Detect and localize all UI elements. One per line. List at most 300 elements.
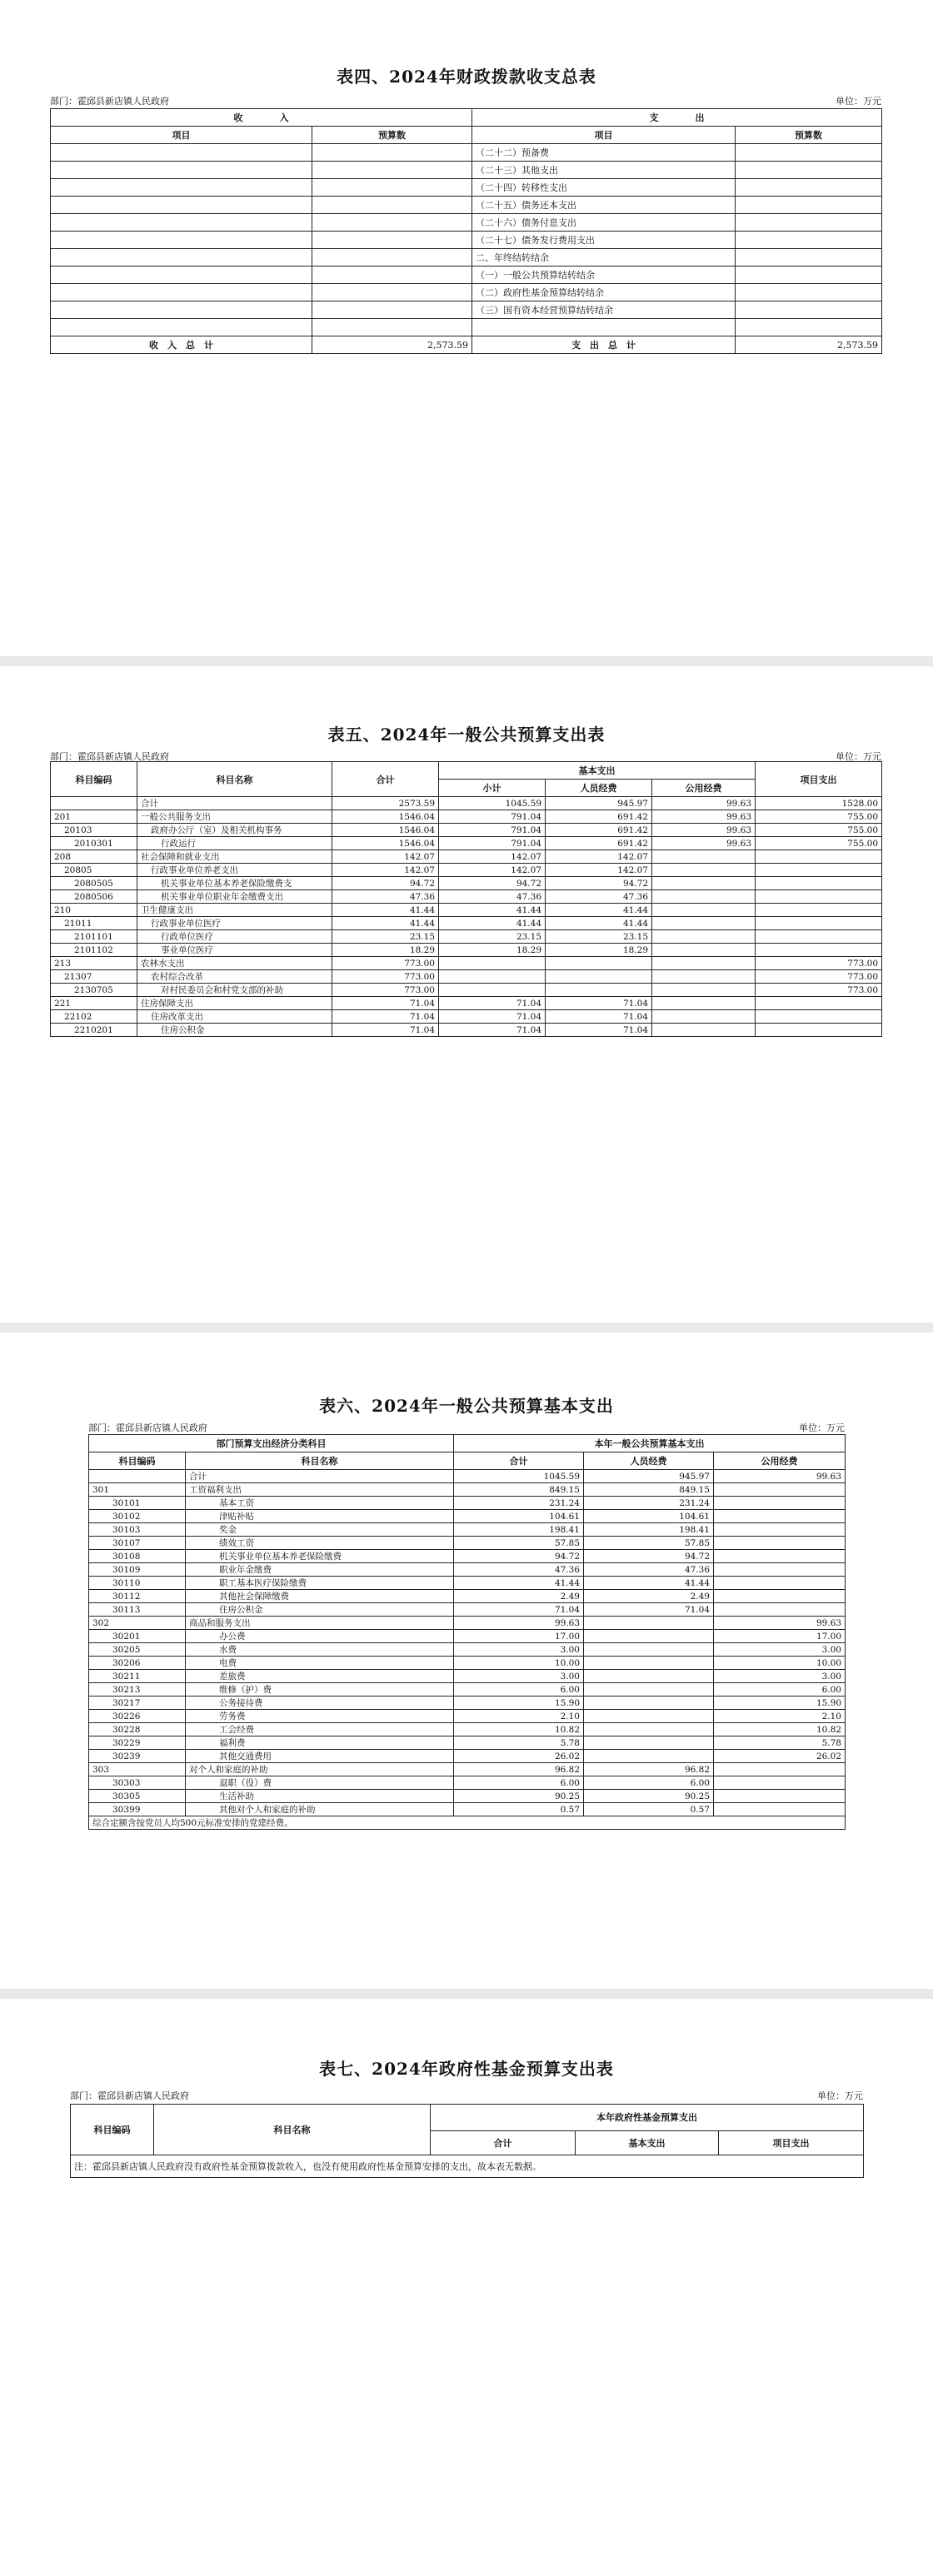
table4-expense-budget [736, 284, 882, 301]
cell-name: 福利费 [186, 1736, 454, 1750]
table4-expense-item: （一）一般公共预算结转结余 [472, 267, 736, 284]
table4-income-item [51, 214, 312, 232]
cell-subtotal: 71.04 [439, 1010, 546, 1024]
table5-header-code: 科目编码 [51, 762, 137, 797]
cell-code: 30108 [89, 1550, 186, 1563]
cell-total: 10.00 [454, 1657, 584, 1670]
cell-code: 20103 [51, 824, 137, 837]
cell-staff [584, 1657, 714, 1670]
table-row [51, 850, 882, 864]
cell-code: 30213 [89, 1683, 186, 1697]
cell-project [756, 917, 882, 930]
table6-header-group-right: 本年一般公共预算基本支出 [454, 1435, 846, 1452]
cell-staff: 71.04 [584, 1603, 714, 1617]
table4-row [51, 284, 882, 301]
cell-total: 47.36 [454, 1563, 584, 1577]
table5-title: 表五、2024年一般公共预算支出表 [327, 725, 606, 745]
cell-name: 办公费 [186, 1630, 454, 1643]
table-row [89, 1657, 846, 1670]
cell-staff: 71.04 [546, 1024, 652, 1037]
cell-code: 30211 [89, 1670, 186, 1683]
table4-expense-item: （二十二）预备费 [472, 144, 736, 162]
table5 [50, 761, 882, 1037]
cell-subtotal: 142.07 [439, 850, 546, 864]
cell-staff: 18.29 [546, 944, 652, 957]
cell-public [652, 1010, 756, 1024]
table4-income-budget [312, 197, 472, 214]
cell-public [714, 1590, 846, 1603]
cell-name: 差旅费 [186, 1670, 454, 1683]
table-row [51, 1010, 882, 1024]
table-row [51, 904, 882, 917]
cell-code: 210 [51, 904, 137, 917]
cell-public: 99.63 [652, 810, 756, 824]
cell-public [652, 957, 756, 970]
cell-public: 99.63 [652, 824, 756, 837]
cell-code: 2101102 [51, 944, 137, 957]
cell-staff: 23.15 [546, 930, 652, 944]
table-row [89, 1590, 846, 1603]
table5-header-basic: 基本支出 [439, 762, 756, 780]
cell-subtotal: 71.04 [439, 1024, 546, 1037]
cell-code: 30229 [89, 1736, 186, 1750]
cell-code: 30239 [89, 1750, 186, 1763]
cell-name: 奖金 [186, 1523, 454, 1537]
cell-staff: 104.61 [584, 1510, 714, 1523]
table-row [51, 957, 882, 970]
cell-total: 41.44 [332, 917, 439, 930]
cell-total: 41.44 [332, 904, 439, 917]
cell-staff [584, 1750, 714, 1763]
table4-expense-budget [736, 162, 882, 179]
cell-staff [584, 1736, 714, 1750]
cell-total: 1546.04 [332, 837, 439, 850]
cell-public [652, 970, 756, 984]
cell-code: 30110 [89, 1577, 186, 1590]
cell-subtotal: 791.04 [439, 837, 546, 850]
cell-public [652, 917, 756, 930]
cell-project [756, 997, 882, 1010]
table4-income-item [51, 232, 312, 249]
cell-public [714, 1550, 846, 1563]
table4 [50, 108, 882, 354]
table-row [51, 810, 882, 824]
table-row [89, 1697, 846, 1710]
cell-public [714, 1510, 846, 1523]
table-row [89, 1537, 846, 1550]
cell-total: 26.02 [454, 1750, 584, 1763]
cell-public: 6.00 [714, 1683, 846, 1697]
cell-subtotal [439, 970, 546, 984]
cell-public [714, 1603, 846, 1617]
cell-public [652, 930, 756, 944]
cell-name: 电费 [186, 1657, 454, 1670]
table-row [89, 1776, 846, 1790]
table-row [51, 917, 882, 930]
cell-total: 0.57 [454, 1803, 584, 1816]
table4-expense-budget [736, 301, 882, 319]
cell-staff: 41.44 [584, 1577, 714, 1590]
table-row [89, 1670, 846, 1683]
cell-code: 301 [89, 1483, 186, 1497]
cell-total: 2.49 [454, 1590, 584, 1603]
table4-header-item: 项目 [51, 127, 312, 144]
table7-header-code: 科目编码 [71, 2105, 154, 2155]
cell-subtotal: 791.04 [439, 824, 546, 837]
table-row [51, 864, 882, 877]
page-table4 [0, 0, 933, 656]
table-row [89, 1710, 846, 1723]
table4-income-budget [312, 267, 472, 284]
cell-name: 政府办公厅（室）及相关机构事务 [137, 824, 332, 837]
cell-staff [546, 970, 652, 984]
cell-staff: 57.85 [584, 1537, 714, 1550]
cell-staff: 96.82 [584, 1763, 714, 1776]
cell-project: 1528.00 [756, 797, 882, 810]
cell-name: 公务接待费 [186, 1697, 454, 1710]
table-row [89, 1790, 846, 1803]
table7-header-group: 本年政府性基金预算支出 [431, 2105, 864, 2131]
cell-code: 30226 [89, 1710, 186, 1723]
table-row [89, 1750, 846, 1763]
table4-row [51, 144, 882, 162]
table4-income-budget [312, 179, 472, 197]
cell-public: 10.00 [714, 1657, 846, 1670]
cell-staff: 71.04 [546, 997, 652, 1010]
table4-header-item: 项目 [472, 127, 736, 144]
table7-header-name: 科目名称 [154, 2105, 431, 2155]
cell-public [652, 984, 756, 997]
table-row [51, 837, 882, 850]
cell-staff [584, 1697, 714, 1710]
table4-header-budget: 预算数 [736, 127, 882, 144]
cell-staff: 47.36 [546, 890, 652, 904]
cell-staff: 142.07 [546, 864, 652, 877]
table4-row [51, 179, 882, 197]
table-row [89, 1563, 846, 1577]
cell-total: 773.00 [332, 970, 439, 984]
cell-name: 卫生健康支出 [137, 904, 332, 917]
cell-staff [584, 1643, 714, 1657]
cell-code: 30399 [89, 1803, 186, 1816]
cell-name: 一般公共服务支出 [137, 810, 332, 824]
table4-expense-item: （二十六）债务付息支出 [472, 214, 736, 232]
cell-name: 行政事业单位医疗 [137, 917, 332, 930]
cell-staff: 142.07 [546, 850, 652, 864]
cell-code: 30228 [89, 1723, 186, 1736]
page-table5 [0, 666, 933, 1323]
table4-income-budget [312, 214, 472, 232]
cell-staff: 41.44 [546, 904, 652, 917]
cell-public: 99.63 [652, 797, 756, 810]
cell-code: 221 [51, 997, 137, 1010]
cell-code: 213 [51, 957, 137, 970]
table7-dept: 部门：霍邱县新店镇人民政府 [70, 2090, 189, 2101]
cell-public [652, 997, 756, 1010]
table4-total-expense-label: 支 出 总 计 [472, 336, 736, 354]
cell-code: 30305 [89, 1790, 186, 1803]
cell-public [652, 864, 756, 877]
cell-total: 17.00 [454, 1630, 584, 1643]
cell-total: 71.04 [332, 1010, 439, 1024]
cell-subtotal: 41.44 [439, 917, 546, 930]
table4-expense-item: （二十三）其他支出 [472, 162, 736, 179]
cell-total: 71.04 [332, 1024, 439, 1037]
table4-expense-budget [736, 267, 882, 284]
cell-staff: 71.04 [546, 1010, 652, 1024]
table4-expense-item: （二）政府性基金预算结转结余 [472, 284, 736, 301]
cell-subtotal [439, 984, 546, 997]
table4-income-item [51, 267, 312, 284]
table4-income-budget [312, 162, 472, 179]
cell-project [756, 1024, 882, 1037]
cell-subtotal: 791.04 [439, 810, 546, 824]
cell-public [714, 1763, 846, 1776]
cell-public: 3.00 [714, 1643, 846, 1657]
cell-total: 90.25 [454, 1790, 584, 1803]
cell-code: 21011 [51, 917, 137, 930]
cell-code: 303 [89, 1763, 186, 1776]
table4-row [51, 214, 882, 232]
cell-code: 21307 [51, 970, 137, 984]
cell-total: 47.36 [332, 890, 439, 904]
cell-total: 99.63 [454, 1617, 584, 1630]
cell-public: 99.63 [652, 837, 756, 850]
cell-project: 773.00 [756, 984, 882, 997]
table-row [89, 1470, 846, 1483]
table4-income-budget [312, 232, 472, 249]
cell-staff: 6.00 [584, 1776, 714, 1790]
cell-name: 对村民委员会和村党支部的补助 [137, 984, 332, 997]
cell-staff [584, 1710, 714, 1723]
cell-name: 生活补助 [186, 1790, 454, 1803]
cell-name: 合计 [186, 1470, 454, 1483]
cell-total: 3.00 [454, 1643, 584, 1657]
cell-name: 社会保障和就业支出 [137, 850, 332, 864]
table4-income-item [51, 144, 312, 162]
cell-name: 对个人和家庭的补助 [186, 1763, 454, 1776]
cell-total: 1546.04 [332, 810, 439, 824]
cell-subtotal: 18.29 [439, 944, 546, 957]
cell-staff: 94.72 [546, 877, 652, 890]
cell-staff: 2.49 [584, 1590, 714, 1603]
table4-title: 表四、2024年财政拨款收支总表 [337, 67, 596, 87]
cell-project [756, 1010, 882, 1024]
table4-expense-budget [736, 179, 882, 197]
table4-expense-item: （二十五）债务还本支出 [472, 197, 736, 214]
cell-public: 10.82 [714, 1723, 846, 1736]
cell-code: 2080505 [51, 877, 137, 890]
cell-name: 行政运行 [137, 837, 332, 850]
cell-public [714, 1577, 846, 1590]
cell-total: 94.72 [332, 877, 439, 890]
cell-total: 57.85 [454, 1537, 584, 1550]
cell-name: 农村综合改革 [137, 970, 332, 984]
cell-name: 行政事业单位养老支出 [137, 864, 332, 877]
cell-public [714, 1776, 846, 1790]
cell-name: 工会经费 [186, 1723, 454, 1736]
cell-code: 302 [89, 1617, 186, 1630]
cell-total: 142.07 [332, 864, 439, 877]
table7-header-basic: 基本支出 [576, 2130, 719, 2155]
table-row [89, 1603, 846, 1617]
cell-staff: 41.44 [546, 917, 652, 930]
cell-staff [584, 1670, 714, 1683]
table-row [89, 1723, 846, 1736]
table-row [51, 970, 882, 984]
table4-income-item [51, 179, 312, 197]
table4-total-income-label: 收 入 总 计 [51, 336, 312, 354]
cell-code: 30112 [89, 1590, 186, 1603]
cell-code: 2130705 [51, 984, 137, 997]
cell-staff: 945.97 [546, 797, 652, 810]
cell-name: 退职（役）费 [186, 1776, 454, 1790]
cell-code: 30102 [89, 1510, 186, 1523]
table-row [51, 997, 882, 1010]
table-row [89, 1763, 846, 1776]
cell-total: 849.15 [454, 1483, 584, 1497]
cell-total: 15.90 [454, 1697, 584, 1710]
cell-name: 绩效工资 [186, 1537, 454, 1550]
cell-public [652, 944, 756, 957]
cell-name: 合计 [137, 797, 332, 810]
table-row [89, 1510, 846, 1523]
cell-name: 津贴补贴 [186, 1510, 454, 1523]
cell-project [756, 890, 882, 904]
cell-staff: 0.57 [584, 1803, 714, 1816]
cell-total: 773.00 [332, 984, 439, 997]
cell-staff: 849.15 [584, 1483, 714, 1497]
table4-expense-item: （三）国有资本经营预算结转结余 [472, 301, 736, 319]
table4-income-budget [312, 249, 472, 267]
cell-staff: 691.42 [546, 810, 652, 824]
cell-name: 住房公积金 [186, 1603, 454, 1617]
table4-header-budget: 预算数 [312, 127, 472, 144]
cell-staff [584, 1683, 714, 1697]
cell-name: 商品和服务支出 [186, 1617, 454, 1630]
cell-total: 3.00 [454, 1670, 584, 1683]
cell-name: 住房公积金 [137, 1024, 332, 1037]
table5-header-public: 公用经费 [652, 780, 756, 797]
table4-expense-item: （二十七）债务发行费用支出 [472, 232, 736, 249]
cell-code: 22102 [51, 1010, 137, 1024]
table-row [89, 1523, 846, 1537]
table4-total-expense: 2,573.59 [736, 336, 882, 354]
cell-public [652, 877, 756, 890]
cell-total: 773.00 [332, 957, 439, 970]
table-row [51, 797, 882, 810]
cell-code: 208 [51, 850, 137, 864]
cell-subtotal: 1045.59 [439, 797, 546, 810]
table5-dept: 部门：霍邱县新店镇人民政府 [50, 751, 169, 762]
cell-public: 3.00 [714, 1670, 846, 1683]
table4-expense-budget [736, 232, 882, 249]
table6-header-total: 合计 [454, 1452, 584, 1470]
table-row [89, 1683, 846, 1697]
table4-row [51, 232, 882, 249]
table6-unit: 单位：万元 [799, 1423, 845, 1433]
cell-code: 30109 [89, 1563, 186, 1577]
cell-staff [584, 1723, 714, 1736]
cell-code: 20805 [51, 864, 137, 877]
cell-public [714, 1537, 846, 1550]
cell-code: 201 [51, 810, 137, 824]
table7-title: 表七、2024年政府性基金预算支出表 [319, 2059, 614, 2079]
table-row [89, 1617, 846, 1630]
table6-header-code: 科目编码 [89, 1452, 186, 1470]
cell-public: 99.63 [714, 1617, 846, 1630]
table-row [51, 877, 882, 890]
cell-code [89, 1470, 186, 1483]
cell-name: 其他交通费用 [186, 1750, 454, 1763]
cell-project: 773.00 [756, 970, 882, 984]
table4-income-item [51, 301, 312, 319]
table5-header-project: 项目支出 [756, 762, 882, 797]
cell-name: 维修（护）费 [186, 1683, 454, 1697]
cell-project [756, 944, 882, 957]
table4-expense-budget [736, 144, 882, 162]
cell-staff: 94.72 [584, 1550, 714, 1563]
cell-name: 机关事业单位基本养老保险缴费支 [137, 877, 332, 890]
table-row [89, 1643, 846, 1657]
cell-public: 99.63 [714, 1470, 846, 1483]
table7-header-total: 合计 [431, 2130, 576, 2155]
cell-public [652, 890, 756, 904]
cell-public: 15.90 [714, 1697, 846, 1710]
cell-subtotal: 47.36 [439, 890, 546, 904]
table4-total-income: 2,573.59 [312, 336, 472, 354]
cell-code: 2101101 [51, 930, 137, 944]
table-row [89, 1483, 846, 1497]
table4-income-budget [312, 301, 472, 319]
table4-expense-budget [736, 197, 882, 214]
table-row [89, 1803, 846, 1816]
table6-note: 综合定额含按党员人均500元标准安排的党建经费。 [89, 1816, 846, 1830]
cell-total: 94.72 [454, 1550, 584, 1563]
table7-header-project: 项目支出 [719, 2130, 864, 2155]
cell-staff [584, 1617, 714, 1630]
table-row [89, 1736, 846, 1750]
page-table7 [0, 1999, 933, 2576]
cell-staff: 198.41 [584, 1523, 714, 1537]
cell-public: 17.00 [714, 1630, 846, 1643]
cell-staff: 90.25 [584, 1790, 714, 1803]
cell-public: 5.78 [714, 1736, 846, 1750]
table6-header-staff: 人员经费 [584, 1452, 714, 1470]
cell-total: 2573.59 [332, 797, 439, 810]
table-row [89, 1630, 846, 1643]
table4-dept: 部门：霍邱县新店镇人民政府 [50, 96, 169, 107]
cell-public [714, 1803, 846, 1816]
cell-subtotal: 41.44 [439, 904, 546, 917]
cell-name: 其他社会保障缴费 [186, 1590, 454, 1603]
table4-row [51, 162, 882, 179]
cell-project [756, 930, 882, 944]
cell-total: 6.00 [454, 1776, 584, 1790]
cell-code: 30113 [89, 1603, 186, 1617]
cell-subtotal [439, 957, 546, 970]
cell-total: 96.82 [454, 1763, 584, 1776]
table-row [51, 890, 882, 904]
table4-expense-item: （二十四）转移性支出 [472, 179, 736, 197]
cell-total: 142.07 [332, 850, 439, 864]
cell-total: 104.61 [454, 1510, 584, 1523]
cell-staff [584, 1630, 714, 1643]
table-row [51, 1024, 882, 1037]
cell-total: 2.10 [454, 1710, 584, 1723]
table-row [51, 984, 882, 997]
cell-name: 劳务费 [186, 1710, 454, 1723]
